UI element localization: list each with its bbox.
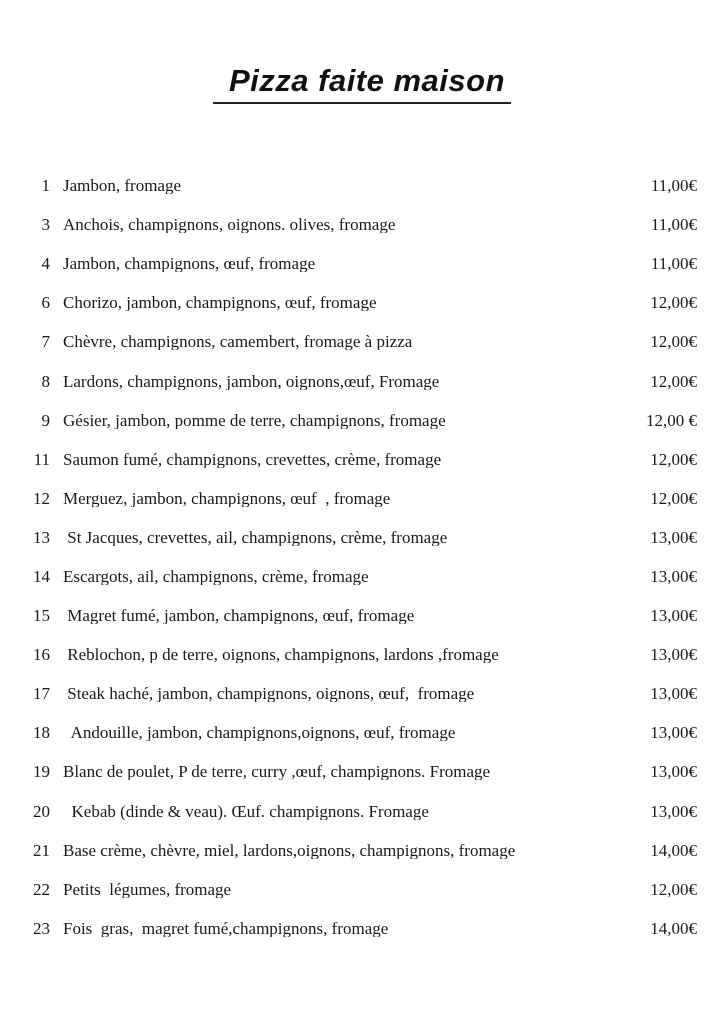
- menu-list: [0, 166, 724, 948]
- item-description: Escargots, ail, champignons, crème, fromage: [63, 567, 369, 585]
- item-number: 15: [33, 606, 50, 626]
- item-price: 13,00€: [650, 527, 697, 547]
- item-description: Merguez, jambon, champignons, œuf , fromage: [63, 489, 391, 507]
- item-number: 3: [41, 215, 50, 235]
- item-description: Magret fumé, jambon, champignons, œuf, fromage: [63, 607, 415, 625]
- item-price: 11,00€: [650, 254, 697, 274]
- menu-row: [0, 635, 724, 674]
- item-price: 12,00€: [650, 332, 697, 352]
- item-number: 8: [41, 371, 50, 391]
- item-price: 12,00€: [650, 371, 697, 391]
- item-number: 9: [41, 410, 50, 430]
- menu-row: [0, 440, 724, 479]
- item-number: 18: [33, 723, 50, 743]
- menu-row: [0, 361, 724, 400]
- item-description: Gésier, jambon, pomme de terre, champignons, fromage: [63, 411, 446, 429]
- menu-row: [0, 244, 724, 283]
- item-price: 13,00€: [650, 645, 697, 665]
- menu-row: [0, 831, 724, 870]
- item-price: 12,00€: [650, 293, 697, 313]
- menu-row: [0, 870, 724, 909]
- item-number: 13: [33, 527, 50, 547]
- item-description: Chorizo, jambon, champignons, œuf, fromage: [63, 294, 377, 312]
- item-price: 14,00€: [650, 840, 697, 860]
- page-title-text: Pizza faite maison: [213, 63, 511, 104]
- item-price: 11,00€: [650, 176, 697, 196]
- item-number: 17: [33, 684, 50, 704]
- menu-row: [0, 479, 724, 518]
- item-price: 11,00€: [650, 215, 697, 235]
- item-price: 13,00€: [650, 801, 697, 821]
- item-description: Saumon fumé, champignons, crevettes, crème, fromage: [63, 450, 442, 468]
- item-description: Lardons, champignons, jambon, oignons,œuf, Fromage: [63, 372, 440, 390]
- item-description: Blanc de poulet, P de terre, curry ,œuf, champignons. Fromage: [63, 763, 491, 781]
- menu-row: [0, 674, 724, 713]
- item-number: 16: [33, 645, 50, 665]
- menu-row: [0, 205, 724, 244]
- menu-row: [0, 401, 724, 440]
- item-number: 23: [33, 918, 50, 938]
- item-number: 6: [41, 293, 50, 313]
- menu-row: [0, 596, 724, 635]
- item-price: 14,00€: [650, 918, 697, 938]
- menu-row: [0, 283, 724, 322]
- item-price: 12,00 €: [646, 410, 697, 430]
- item-price: 13,00€: [650, 606, 697, 626]
- item-price: 13,00€: [650, 723, 697, 743]
- item-price: 13,00€: [650, 566, 697, 586]
- item-number: 12: [33, 488, 50, 508]
- item-description: Petits légumes, fromage: [63, 880, 232, 898]
- item-number: 20: [33, 801, 50, 821]
- item-number: 21: [33, 840, 50, 860]
- item-number: 14: [33, 566, 50, 586]
- item-description: Steak haché, jambon, champignons, oignons, œuf, fromage: [63, 685, 475, 703]
- item-price: 12,00€: [650, 449, 697, 469]
- menu-row: [0, 166, 724, 205]
- menu-row: [0, 518, 724, 557]
- item-price: 13,00€: [650, 684, 697, 704]
- item-description: Jambon, champignons, œuf, fromage: [63, 255, 316, 273]
- item-description: Jambon, fromage: [63, 177, 182, 195]
- item-price: 12,00€: [650, 879, 697, 899]
- item-number: 19: [33, 762, 50, 782]
- menu-row: [0, 322, 724, 361]
- page-title: [0, 63, 724, 104]
- item-number: 7: [41, 332, 50, 352]
- item-description: Base crème, chèvre, miel, lardons,oignons, champignons, fromage: [63, 841, 516, 859]
- item-description: St Jacques, crevettes, ail, champignons, crème, fromage: [63, 528, 448, 546]
- item-description: Fois gras, magret fumé,champignons, fromage: [63, 919, 389, 937]
- menu-row: [0, 713, 724, 752]
- menu-row: [0, 752, 724, 791]
- item-price: 12,00€: [650, 488, 697, 508]
- item-number: 1: [41, 176, 50, 196]
- item-number: 4: [41, 254, 50, 274]
- menu-row: [0, 909, 724, 948]
- item-description: Kebab (dinde & veau). Œuf. champignons. Fromage: [63, 802, 429, 820]
- item-description: Chèvre, champignons, camembert, fromage à pizza: [63, 333, 413, 351]
- item-price: 13,00€: [650, 762, 697, 782]
- menu-row: [0, 792, 724, 831]
- item-number: 11: [33, 449, 50, 469]
- item-number: 22: [33, 879, 50, 899]
- item-description: Anchois, champignons, oignons. olives, fromage: [63, 216, 396, 234]
- menu-row: [0, 557, 724, 596]
- item-description: Andouille, jambon, champignons,oignons, œuf, fromage: [63, 724, 456, 742]
- item-description: Reblochon, p de terre, oignons, champignons, lardons ,fromage: [63, 646, 499, 664]
